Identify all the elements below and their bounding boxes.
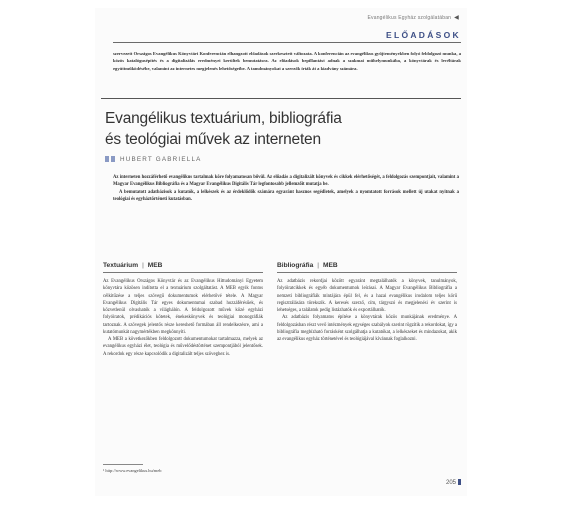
running-head <box>367 14 459 21</box>
article-title-line1: Evangélikus textuárium, bibliográfia <box>105 110 342 127</box>
heading-separator: | <box>142 262 144 269</box>
heading-separator: | <box>317 262 319 269</box>
right-column-title: Bibliográfia <box>277 262 314 269</box>
footnote <box>103 468 161 473</box>
header-rule <box>113 42 461 43</box>
left-column-body <box>103 278 263 358</box>
left-column-title: Textuárium <box>103 262 139 269</box>
abstract-paragraph: Az interneten hozzáférhető evangélikus tartalmak köre folyamatosan bővül. Az előadás a digitalizált könyvek és cikkek elérhetőségét, a feldolgozás szempontjait, valamint a Magyar Evangélikus Bibliográfia és a Magyar Evangélikus Digitális Tár legfontosabb jellemzőit mutatja be. <box>113 175 459 188</box>
arrow-left-icon: ◀ <box>454 15 459 21</box>
page-number-text: 205 <box>445 480 456 486</box>
author-marker-icon <box>105 156 109 162</box>
author-marker-icon <box>111 156 115 162</box>
article-title-line2: és teológiai művek az interneten <box>105 131 321 148</box>
footnote-link[interactable]: http://www.evangelikus.hu/meb <box>105 468 162 473</box>
right-column-heading <box>277 262 338 269</box>
page-number-marker-icon <box>458 479 461 485</box>
intro-note: szervezett Országos Evangélikus Könyvtári Konferencián elhangzott előadások szerkesztett változata. A konferencián az evangélikus gyűjteményekben folyó feldolgozó munka, a közös katalógusépítés és a digitalizálás eredményei kerültek bemutatásra. Az előadások bepillantást adnak a szakmai műhelymunkába, a könyvtárak és levéltárak együttműködésébe, valamint az internetes megjelenés lehetőségeibe. A tanulmányokat a szerzők írták át a kiadvány számára. <box>113 51 461 71</box>
left-column-heading <box>103 262 162 269</box>
abstract <box>113 174 459 203</box>
left-column-tag: MEB <box>147 262 163 269</box>
running-head-text: Evangélikus Egyház szolgálatában <box>367 15 452 21</box>
body-paragraph: A MEB a következőkben feldolgozott dokumentumokat tartalmazza, melyek az evangélikus egyházi élet, teológia és művelődéstörténet szempontjából jelentősek. A rekordok egy része kapcsolódik a digitalizált teljes szöveghez is. <box>103 337 263 357</box>
footnote-rule <box>103 464 143 465</box>
author-line <box>105 156 202 163</box>
title-rule <box>101 98 461 99</box>
author-name: HUBERT GABRIELLA <box>119 156 202 163</box>
body-paragraph: Az adatbázis rekordjai között egyaránt megtalálhatók a könyvek, tanulmányok, folyóiratcikkek és egyéb dokumentumok leírásai. A Magyar Evangélikus Bibliográfia a nemzeti bibliográfiák mintájára épül fel, és a hazai evangélikus irodalom teljes körű regisztrálására törekszik. A keresés szerző, cím, tárgyszó és megjelenési év szerint is lehetséges, a találatok pedig listázhatók és exportálhatók. <box>277 279 457 313</box>
right-column-tag: MEB <box>323 262 338 269</box>
page-number <box>446 479 461 486</box>
right-column-rule <box>277 272 457 273</box>
body-paragraph: Az adatbázis folyamatos építése a könyvtárak közös munkájának eredménye. A feldolgozásban részt vevő intézmények egységes szabályok szerint rögzítik a rekordokat, így a bibliográfia megbízható forrásként szolgálhatja a kutatókat, a lelkészeket és mindazokat, akik az evangélikus egyház történetével és teológiájával kívánnak foglalkozni. <box>277 315 457 342</box>
article-title <box>105 108 405 150</box>
right-column-body <box>277 278 457 343</box>
section-label: ELŐADÁSOK <box>385 30 461 40</box>
body-paragraph: Az Evangélikus Országos Könyvtár és az Evangélikus Hittudományi Egyetem könyvtára közösen indította el a textuárium szolgáltatást. A MEB egyik fontos célkitűzése a teljes szövegű dokumentumok elérhetővé tétele. A Magyar Evangélikus Digitális Tár egyes dokumentumai szabad hozzáférésűek, és közvetlenül olvashatók a világhálón. A feldolgozott művek közé egyházi folyóiratok, prédikációs kötetek, énekeskönyvek és teológiai monográfiák tartoznak. A szövegek jelentős része kereshető formában áll rendelkezésre, ami a kutatómunkát nagymértékben megkönnyíti. <box>103 279 263 335</box>
document-page <box>95 8 467 496</box>
footnote-marker: ¹ <box>103 468 106 473</box>
left-column-rule <box>103 272 263 273</box>
abstract-paragraph: A bemutatott adatbázisok a kutatók, a lelkészek és az érdeklődők számára egyaránt hasznos segédletek, amelyek a nyomtatott források mellett új utakat nyitnak a teológiai és egyháztörténeti kutatásban. <box>113 189 459 202</box>
